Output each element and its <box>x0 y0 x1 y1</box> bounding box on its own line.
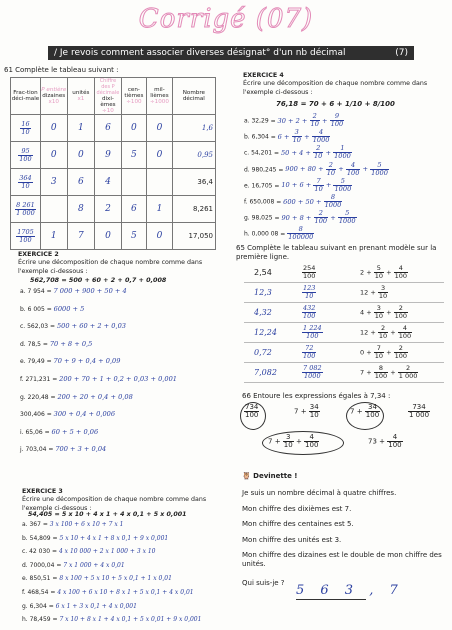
cell-digit: 1 <box>67 115 95 142</box>
cell-fraction <box>11 169 41 196</box>
list-item: e. 850,51 = 8 x 100 + 5 x 10 + 5 x 0,1 + 1 x 0,01 <box>22 575 172 583</box>
ex6-label: 66 Entoure les expressions égales à 7,34 : <box>242 392 391 400</box>
cell-fraction <box>302 305 316 320</box>
table-row <box>244 283 444 303</box>
fraction: $\frac{16}{10}$ <box>21 119 30 136</box>
list-item: a. 32,29 = 30 + 2 + $\frac{2}{10}$ + $\frac{9}{100}$ <box>244 112 344 128</box>
list-item: g. 220,48 = 200 + 20 + 0,4 + 0,08 <box>20 392 133 401</box>
table-row <box>244 323 444 343</box>
cell-decimal: 1,6 <box>172 115 215 142</box>
list-item: j. 703,04 = 700 + 3 + 0,04 <box>20 445 107 454</box>
cell-digit: 0 <box>95 223 121 250</box>
cell-fraction <box>302 285 316 300</box>
cell-decimal: 7,082 <box>254 368 277 377</box>
answer-underline <box>296 599 366 600</box>
fraction: $\frac{3}{10}$ <box>378 284 388 300</box>
fraction: $\frac{4}{100}$ <box>398 324 412 340</box>
list-item: e. 16,705 = 10 + 6 + $\frac{7}{10}$ + $\frac{5}{1000}$ <box>244 176 352 193</box>
list-item: h. 0,000 08 = $\frac{8}{100000}$ <box>244 225 314 242</box>
cell-digit <box>147 169 173 196</box>
cell-digit <box>121 169 147 196</box>
fraction: $\frac{4}{100}$ <box>394 264 408 280</box>
fraction: $\frac{254}{100}$ <box>303 264 316 280</box>
fraction: $\frac{2}{10}$ <box>326 160 336 177</box>
ex3-example: 54,405 = 5 x 10 + 4 x 1 + 4 x 0,1 + 5 x 0,001 <box>28 511 187 518</box>
cell-fraction <box>11 115 41 142</box>
cell-digit: 5 <box>121 142 147 169</box>
cell-digit: 6 <box>95 115 121 142</box>
devinette-label: 🦉 Devinette ! <box>242 472 298 480</box>
fraction: $\frac{5}{1000}$ <box>338 209 356 226</box>
col-centiemes: cen-tièmes ÷100 <box>121 78 147 115</box>
ex4-label: EXERCICE 4 <box>243 72 284 79</box>
cell-digit: 6 <box>121 196 147 223</box>
cell-digit: 2 <box>95 196 121 223</box>
decimal-table <box>10 77 216 250</box>
fraction: $\frac{2}{100}$ <box>314 209 328 226</box>
table-row <box>244 263 444 283</box>
list-item: c. 54,201 = 50 + 4 + $\frac{2}{10}$ + $\frac{1}{1000}$ <box>244 144 351 161</box>
col-dizaines: P entière dizaines x10 <box>40 78 67 115</box>
expression: 73 + $\frac{4}{100}$ <box>368 433 402 449</box>
fraction: $\frac{1705}{100}$ <box>17 227 34 244</box>
devinette-line: Mon chiffre des dixièmes est 7. <box>242 504 352 513</box>
fraction: $\frac{7}{10}$ <box>374 344 384 360</box>
ex1-label: 61 Complète le tableau suivant : <box>4 66 119 74</box>
fraction: $\frac{2}{10}$ <box>313 144 323 161</box>
list-item: d. 7000,04 = 7 x 1 000 + 4 x 0,01 <box>22 561 125 569</box>
fraction: $\frac{2}{10}$ <box>378 324 388 340</box>
table-row <box>11 223 216 250</box>
table-row <box>244 343 444 363</box>
fraction: $\frac{123}{10}$ <box>303 284 316 300</box>
fraction: $\frac{734}{1 000}$ <box>409 403 430 419</box>
ex4-example: 76,18 = 70 + 6 + 1/10 + 8/100 <box>276 100 395 108</box>
fraction: $\frac{8}{1000}$ <box>324 193 342 209</box>
fraction: $\frac{3}{10}$ <box>374 304 384 320</box>
fraction: $\frac{7 082}{1000}$ <box>303 364 322 380</box>
cell-expression: 2 + $\frac{5}{10}$ + $\frac{4}{100}$ <box>360 264 408 280</box>
fraction: $\frac{1}{1000}$ <box>334 144 351 161</box>
fraction: $\frac{7}{10}$ <box>314 176 323 193</box>
ex3-instructions: Écrire une décomposition de chaque nombre comme dans l'exemple ci-dessous : <box>22 496 207 512</box>
ex2-instructions: Écrire une décomposition de chaque nombre comme dans l'exemple ci-dessous : <box>18 259 203 275</box>
fraction: $\frac{8}{100000}$ <box>288 225 314 242</box>
cell-digit: 0 <box>147 142 173 169</box>
cell-digit: 0 <box>40 115 67 142</box>
fraction: $\frac{364}{10}$ <box>19 173 32 190</box>
banner-text: / Je revois comment associer diverses désignat° d'un nb décimal <box>54 48 346 58</box>
cell-fraction <box>302 365 323 380</box>
cell-fraction <box>302 265 316 280</box>
table-row <box>244 303 444 323</box>
cell-digit: 0 <box>121 115 147 142</box>
cell-digit: 0 <box>40 142 67 169</box>
list-item: g. 98,025 = 90 + 8 + $\frac{2}{100}$ + $\frac{5}{1000}$ <box>244 209 356 226</box>
cell-decimal: 36,4 <box>172 169 215 196</box>
table-row <box>244 363 444 383</box>
col-nombre: Nombre décimal <box>172 78 215 115</box>
list-item: b. 6,304 = 6 + $\frac{3}{10}$ + $\frac{4}{1000}$ <box>244 128 330 145</box>
cell-expression: 12 + $\frac{2}{10}$ + $\frac{4}{100}$ <box>360 324 412 340</box>
ex3-label: EXERCICE 3 <box>22 488 63 495</box>
list-item: d. 78,5 = 70 + 8 + 0,5 <box>20 339 93 348</box>
cell-decimal: 8,261 <box>172 196 215 223</box>
fraction: $\frac{5}{1000}$ <box>371 160 388 177</box>
fraction: $\frac{4}{100}$ <box>388 433 402 449</box>
cell-digit: 4 <box>95 169 121 196</box>
cell-fraction <box>11 142 41 169</box>
fraction: $\frac{432}{100}$ <box>303 304 316 320</box>
devinette-line: Mon chiffre des unités est 3. <box>242 535 342 544</box>
section-banner <box>48 46 414 60</box>
banner-number: (7) <box>395 48 408 58</box>
cell-digit: 1 <box>40 223 67 250</box>
expression: 7 + $\frac{34}{10}$ <box>294 403 319 419</box>
fraction: $\frac{2}{100}$ <box>394 344 408 360</box>
cell-decimal: 12,24 <box>254 328 277 337</box>
devinette-line: Mon chiffre des dizaines est le double de mon chiffre des unités. <box>242 551 442 568</box>
fraction: $\frac{95}{100}$ <box>19 146 32 163</box>
list-item: 300,406 = 300 + 0,4 + 0,006 <box>20 410 116 419</box>
devinette-line: Qui suis-je ? <box>242 578 285 587</box>
ex4-instructions: Écrire une décomposition de chaque nombre comme dans l'exemple ci-dessous : <box>243 80 428 96</box>
list-item: b. 54,809 = 5 x 10 + 4 x 1 + 8 x 0,1 + 9 x 0,001 <box>22 534 169 542</box>
fraction: $\frac{1 224}{100}$ <box>303 324 322 340</box>
col-milliemes: mil-lièmes ÷1000 <box>147 78 173 115</box>
fraction: $\frac{4}{1000}$ <box>312 128 330 145</box>
devinette-line: Mon chiffre des centaines est 5. <box>242 520 354 528</box>
fraction: $\frac{34}{10}$ <box>309 403 319 419</box>
fraction: $\frac{4}{100}$ <box>305 433 319 449</box>
table-row <box>11 142 216 169</box>
fraction: $\frac{5}{10}$ <box>374 264 384 280</box>
expression <box>244 404 259 419</box>
cell-decimal: 12,3 <box>254 288 272 297</box>
cell-decimal: 17,050 <box>172 223 215 250</box>
cell-digit: 8 <box>67 196 95 223</box>
fraction: $\frac{72}{100}$ <box>303 344 316 360</box>
cell-decimal: 0,95 <box>172 142 215 169</box>
devinette-line: Je suis un nombre décimal à quatre chiffres. <box>242 489 397 497</box>
list-item: a. 7 954 = 7 000 + 900 + 50 + 4 <box>20 287 127 295</box>
cell-digit: 1 <box>147 196 173 223</box>
cell-digit: 3 <box>40 169 67 196</box>
fraction: $\frac{8 261}{1 000}$ <box>16 200 35 217</box>
list-item: f. 468,54 = 4 x 100 + 6 x 10 + 8 x 1 + 5 x 0,1 + 4 x 0,01 <box>22 589 194 596</box>
fraction: $\frac{8}{100}$ <box>374 364 388 380</box>
ex2-label: EXERCICE 2 <box>18 251 59 258</box>
col-unites: unités x1 <box>67 78 95 115</box>
fraction: $\frac{2}{100}$ <box>394 304 408 320</box>
fraction: $\frac{34}{100}$ <box>365 403 380 419</box>
fraction: $\frac{9}{100}$ <box>330 112 344 128</box>
cell-decimal: 4,32 <box>254 308 272 317</box>
cell-fraction <box>302 325 323 340</box>
list-item: h. 78,459 = 7 x 10 + 8 x 1 + 4 x 0,1 + 5 x 0,01 + 9 x 0,001 <box>22 616 202 624</box>
cell-fraction <box>11 223 41 250</box>
fraction: $\frac{2}{10}$ <box>310 112 319 128</box>
table-row <box>11 169 216 196</box>
list-item: b. 6 005 = 6000 + 5 <box>20 304 85 313</box>
cell-expression: 7 + $\frac{8}{100}$ + $\frac{2}{1 000}$ <box>360 364 418 380</box>
cell-digit <box>40 196 67 223</box>
expression: 7 + $\frac{34}{100}$ <box>350 403 380 419</box>
fraction: $\frac{734}{100}$ <box>245 403 259 419</box>
table-row <box>11 196 216 223</box>
page-title: Corrigé (07) <box>138 4 314 34</box>
devinette-answer: 5 6 3 , 7 <box>296 583 404 598</box>
fraction: $\frac{3}{10}$ <box>283 433 293 449</box>
col-dixiemes: Chiffre des P décimale dixi-èmes ÷10 <box>96 78 120 114</box>
cell-digit: 7 <box>67 223 95 250</box>
list-item: f. 271,231 = 200 + 70 + 1 + 0,2 + 0,03 + 0,001 <box>20 375 177 383</box>
cell-fraction <box>11 196 41 223</box>
list-item: c. 562,03 = 500 + 60 + 2 + 0,03 <box>20 322 126 331</box>
list-item: e. 79,49 = 70 + 9 + 0,4 + 0,09 <box>20 357 121 366</box>
fraction: $\frac{3}{10}$ <box>292 128 301 145</box>
ex5-label: 65 Complète le tableau suivant en prenant modèle sur la première ligne. <box>236 244 437 261</box>
cell-fraction <box>302 345 316 360</box>
cell-digit: 0 <box>67 142 95 169</box>
cell-digit: 0 <box>147 223 173 250</box>
cell-digit: 9 <box>95 142 121 169</box>
expression <box>408 404 430 419</box>
cell-digit: 5 <box>121 223 147 250</box>
cell-digit: 6 <box>67 169 95 196</box>
cell-decimal: 0,72 <box>254 348 272 357</box>
expression: 7 + $\frac{3}{10}$ + $\frac{4}{100}$ <box>268 433 319 449</box>
col-fraction: Frac-tion déci-male <box>11 78 41 115</box>
list-item: a. 367 = 3 x 100 + 6 x 10 + 7 x 1 <box>22 521 124 528</box>
fraction: $\frac{2}{1 000}$ <box>398 364 418 380</box>
cell-expression: 4 + $\frac{3}{10}$ + $\frac{2}{100}$ <box>360 304 408 320</box>
table-row <box>11 115 216 142</box>
cell-expression: 12 + $\frac{3}{10}$ <box>360 284 388 300</box>
list-item: c. 42 030 = 4 x 10 000 + 2 x 1 000 + 3 x 10 <box>22 548 156 556</box>
fraction: $\frac{4}{100}$ <box>346 160 360 177</box>
list-item: g. 6,304 = 6 x 1 + 3 x 0,1 + 4 x 0,001 <box>22 602 137 610</box>
cell-expression: 0 + $\frac{7}{10}$ + $\frac{2}{100}$ <box>360 344 408 360</box>
list-item: d. 980,245 = 900 + 80 + $\frac{2}{10}$ + $\frac{4}{100}$ + $\frac{5}{1000}$ <box>244 160 388 177</box>
list-item: i. 65,06 = 60 + 5 + 0,06 <box>20 427 99 436</box>
ex2-example: 562,708 = 500 + 60 + 2 + 0,7 + 0,008 <box>30 276 167 284</box>
list-item: f. 650,008 = 600 + 50 + $\frac{8}{1000}$ <box>244 193 342 209</box>
fraction: $\frac{5}{1000}$ <box>334 176 352 193</box>
cell-decimal: 2,54 <box>254 268 272 277</box>
cell-digit: 0 <box>147 115 173 142</box>
